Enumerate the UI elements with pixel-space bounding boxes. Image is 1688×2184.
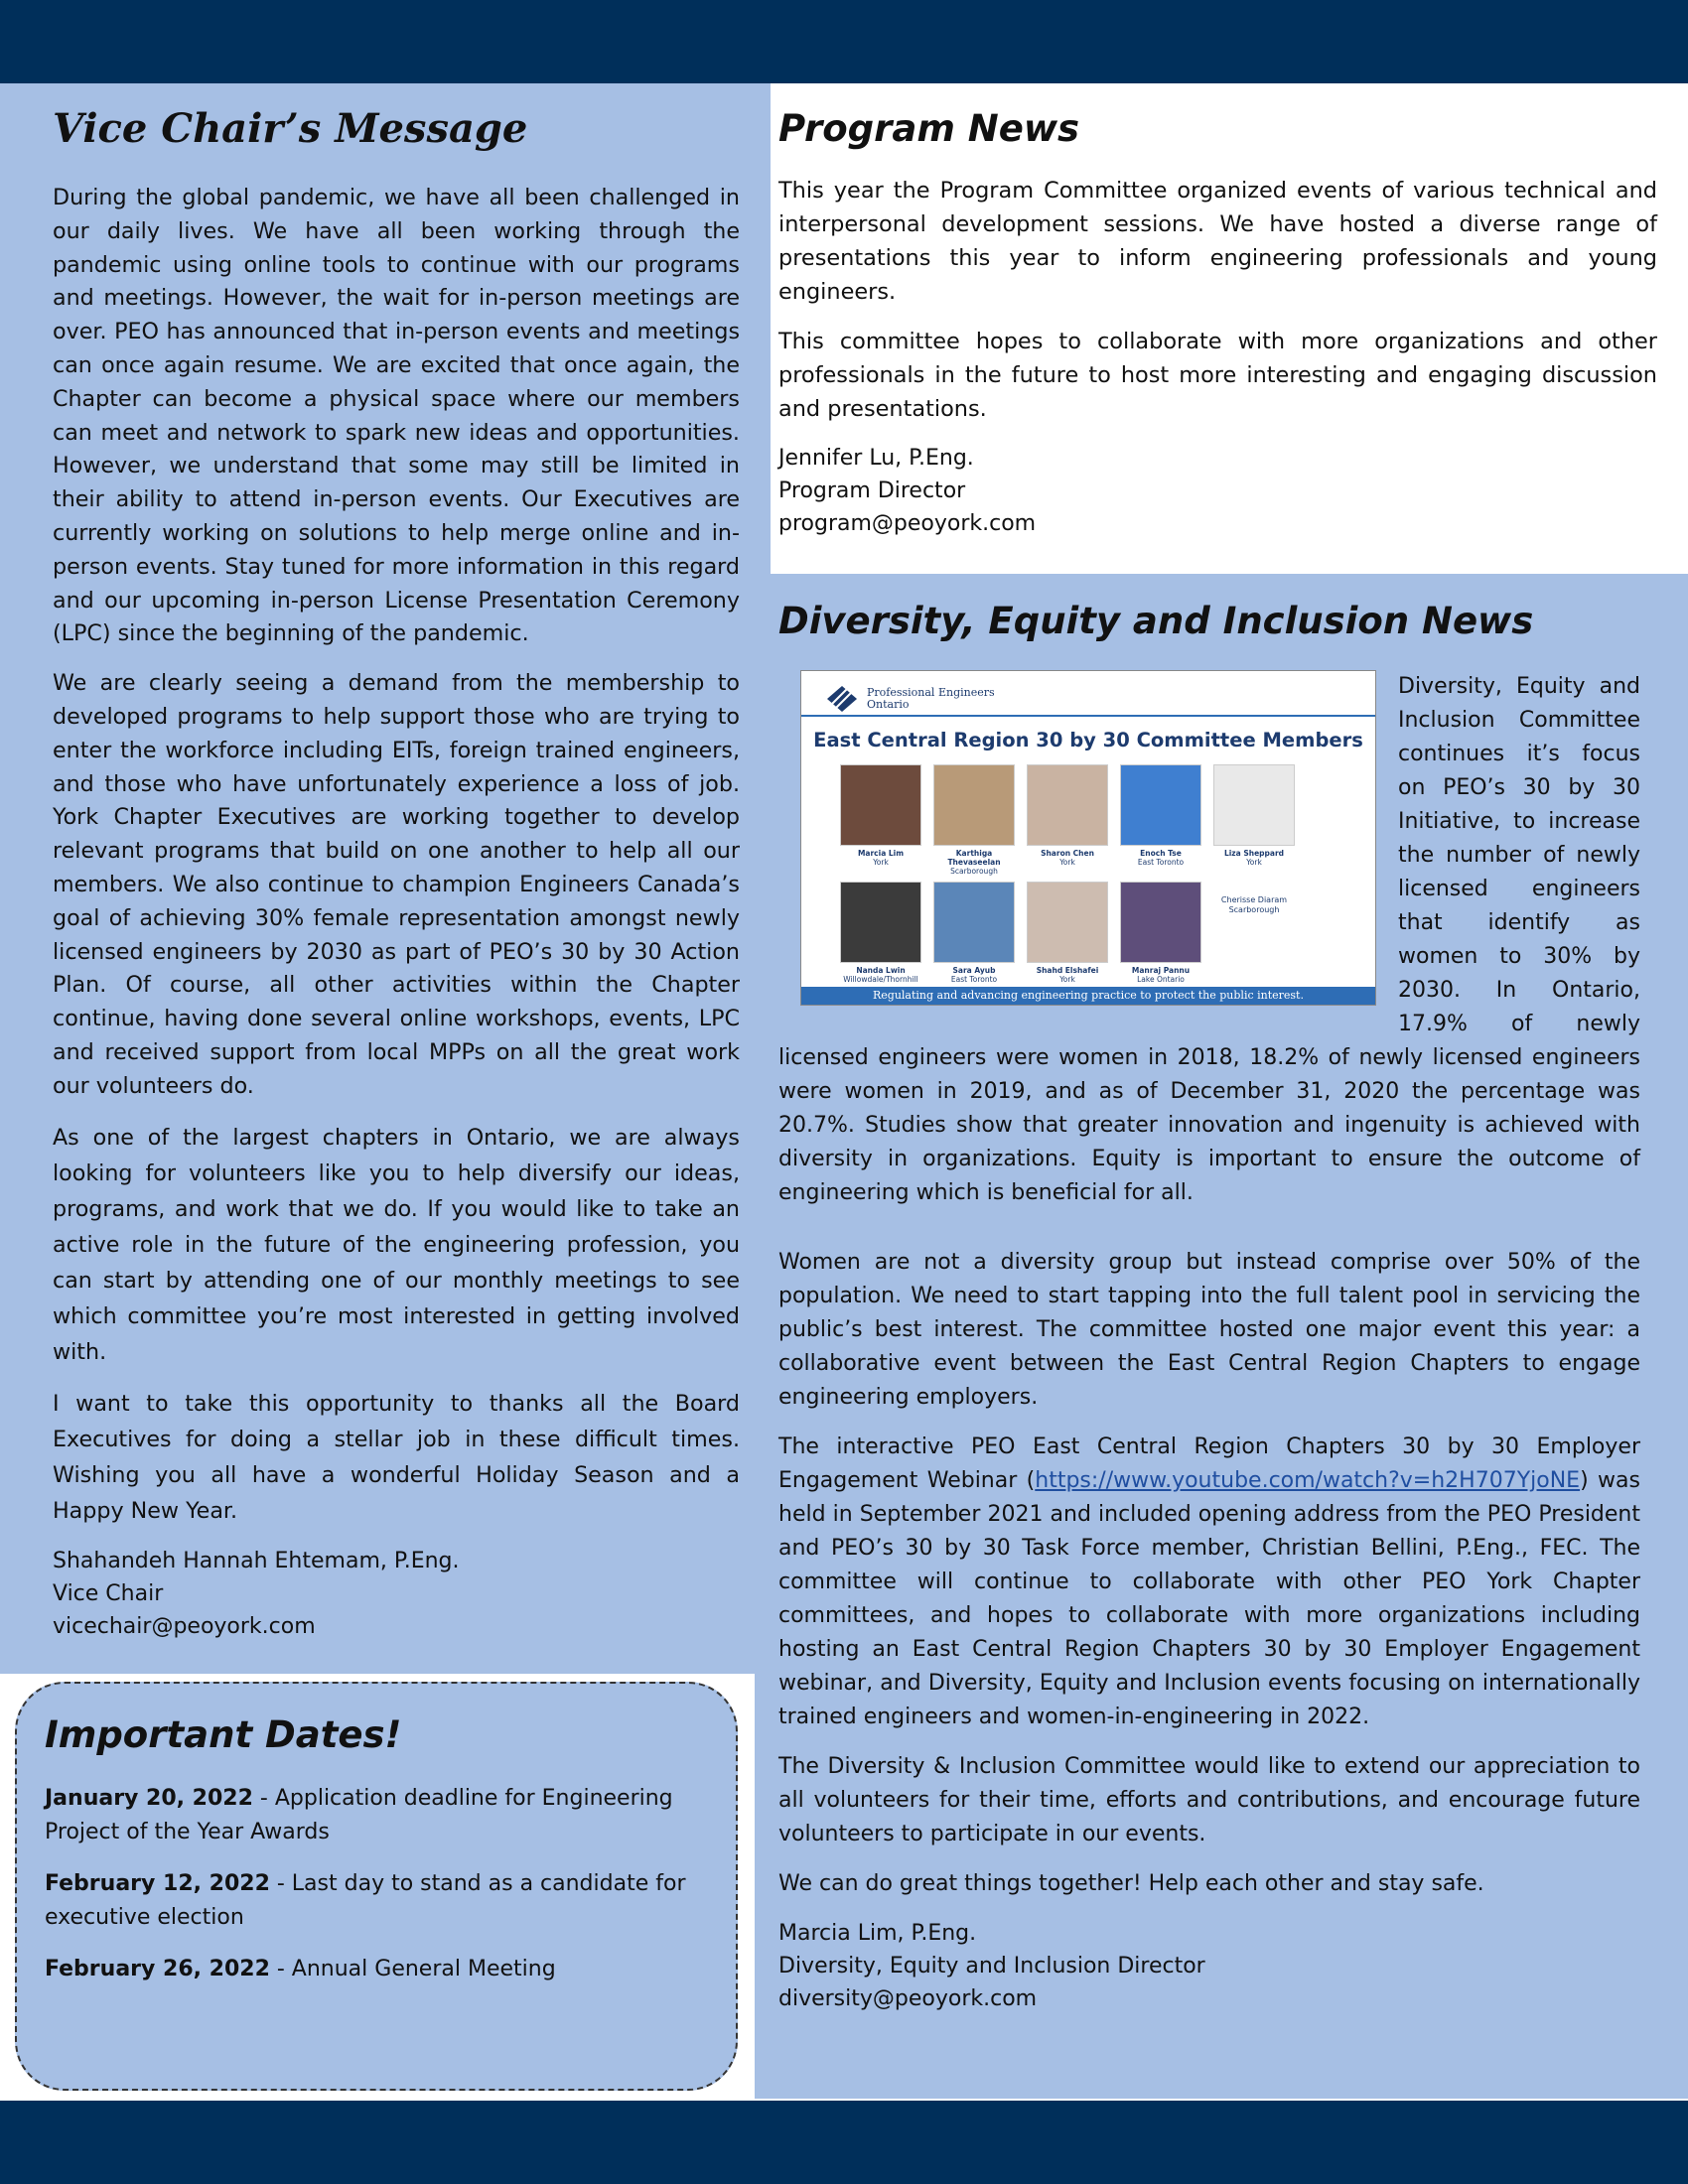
- member-chapter: York: [1246, 858, 1262, 867]
- member-card: [930, 764, 1018, 876]
- vice-chair-name: Shahandeh Hannah Ehtemam, P.Eng.: [53, 1548, 460, 1573]
- member-card: [1210, 882, 1298, 984]
- member-name: Enoch Tse: [1140, 849, 1182, 858]
- member-name: Marcia Lim: [857, 849, 905, 858]
- member-photo: [1120, 764, 1201, 846]
- program-director-email[interactable]: program@peoyork.com: [778, 511, 1037, 536]
- member-chapter: York: [873, 858, 889, 867]
- important-dates-title: Important Dates!: [45, 1713, 402, 1756]
- dei-paragraph-5: We can do great things together! Help each other and stay safe.: [778, 1871, 1484, 1896]
- vice-chair-email[interactable]: vicechair@peoyork.com: [53, 1613, 316, 1639]
- logo-line-1: Professional Engineers: [867, 686, 995, 699]
- important-date-date: January 20, 2022: [45, 1786, 253, 1811]
- member-chapter: York: [1059, 858, 1075, 867]
- vice-chair-paragraph-3: As one of the largest chapters in Ontario, we are always looking for volunteers like you to help diversify our ideas, programs, and work that we do. If you would like to take an active role in the future of the engineering profession, you can start by attending one of our monthly meetings to see which committee you’re most interested in getting involved with.: [53, 1124, 740, 1365]
- bottom-footer-band: [0, 2101, 1688, 2184]
- member-name: Nanda Lwin: [856, 966, 906, 975]
- member-chapter: Lake Ontario: [1137, 975, 1185, 984]
- member-name: Liza Sheppard: [1223, 849, 1285, 858]
- vice-chair-role: Vice Chair: [53, 1580, 164, 1606]
- dei-director-email[interactable]: diversity@peoyork.com: [778, 1986, 1038, 2011]
- webinar-link[interactable]: https://www.youtube.com/watch?v=h2H707YjoNE: [1035, 1468, 1581, 1493]
- member-card: [1024, 882, 1111, 984]
- vice-chair-section: [53, 105, 740, 1653]
- member-name: Manraj Pannu: [1131, 966, 1191, 975]
- member-card: [1024, 764, 1111, 876]
- vice-chair-title: Vice Chair’s Message: [53, 105, 528, 152]
- member-photo: [1213, 764, 1295, 846]
- member-photo: [933, 764, 1015, 846]
- program-director-name: Jennifer Lu, P.Eng.: [778, 446, 974, 471]
- important-date-date: February 26, 2022: [45, 1957, 270, 1981]
- member-name: Sharon Chen: [1041, 849, 1094, 858]
- member-name: Shahd Elshafei: [1036, 966, 1099, 975]
- dei-director-role: Diversity, Equity and Inclusion Director: [778, 1954, 1205, 1979]
- program-news-signature: [778, 442, 1657, 540]
- dei-news-section: [778, 600, 1640, 2025]
- important-date-item: [45, 1782, 708, 1849]
- dei-paragraph-1: Diversity, Equity and Inclusion Committee continues it’s focus on PEO’s 30 by 30 Initiative, to increase the number of newly licensed engineers that identify as women to 30% by 2030. In Ontario, 17.9% of newly licensed engineers were women in 2018, 18.2% of newly licensed engineers were women in 2019, and as of December 31, 2020 the percentage was 20.7%. Studies show that greater innovation and ingenuity is achieved with diversity in organizations. Equity is important to ensure the outcome of engineering which is beneficial for all.: [778, 674, 1640, 1205]
- member-chapter: York: [1059, 975, 1075, 984]
- top-header-band: [0, 0, 1688, 83]
- dei-signature: [778, 1917, 1640, 2015]
- member-photo: [1120, 882, 1201, 963]
- program-news-title: Program News: [778, 107, 1080, 150]
- important-date-date: February 12, 2022: [45, 1871, 270, 1896]
- member-chapter: Willowdale/Thornhill: [843, 975, 918, 984]
- member-card: [930, 882, 1018, 984]
- member-name: Karthiga Thevaseelan: [947, 849, 1001, 867]
- program-news-paragraph-1: This year the Program Committee organized events of various technical and interpersonal development sessions. We have hosted a diverse range of presentations this year to inform engineering professionals and young engineers.: [778, 178, 1657, 305]
- member-name: Cherisse Diaram: [1220, 895, 1288, 904]
- dei-paragraph-2: Women are not a diversity group but instead comprise over 50% of the population. We need to start tapping into the full talent pool in servicing the public’s best interest. The committee hosted one major event this year: a collaborative event between the East Central Region Chapters to engage engineering employers.: [778, 1250, 1640, 1410]
- committee-members-photo: [800, 670, 1376, 1006]
- program-news-section: [778, 107, 1657, 550]
- member-photo: [840, 882, 921, 963]
- program-news-paragraph-2: This committee hopes to collaborate with more organizations and other professionals in the future to host more interesting and engaging discussion and presentations.: [778, 329, 1657, 422]
- vice-chair-paragraph-4: I want to take this opportunity to thanks all the Board Executives for doing a stellar job in these difficult times. Wishing you all have a wonderful Holiday Season and a Happy New Year.: [53, 1390, 740, 1524]
- member-photo: [840, 764, 921, 846]
- member-chapter: East Toronto: [1137, 858, 1185, 867]
- member-card: [837, 882, 924, 984]
- member-chapter: Scarborough: [950, 867, 998, 876]
- important-date-item: [45, 1953, 708, 1986]
- important-date-item: [45, 1867, 708, 1935]
- member-photo: [933, 882, 1015, 963]
- important-dates-box: [15, 1682, 738, 2091]
- logo-line-2: Ontario: [867, 698, 910, 711]
- vice-chair-paragraph-2: We are clearly seeing a demand from the membership to developed programs to help support those who are trying to enter the workforce including EITs, foreign trained engineers, and those who have unfortunately experience a loss of job. York Chapter Executives are working together to develop relevant programs that build on one another to help all our members. We also continue to champion Engineers Canada’s goal of achieving 30% female representation amongst newly licensed engineers by 2030 as part of PEO’s 30 by 30 Action Plan. Of course, all other activities within the Chapter continue, having done several online workshops, events, LPC and received support from local MPPs on all the great work our volunteers do.: [53, 670, 740, 1099]
- member-card: [1210, 764, 1298, 876]
- member-card: [1117, 882, 1204, 984]
- member-card: [837, 764, 924, 876]
- dei-paragraph-3-end: ) was held in September 2021 and included opening address from the PEO President and PEO’s 30 by 30 Task Force member, Christian Bellini, P.Eng., FEC. The committee will continue to collaborate with other PEO York Chapter committees, and hopes to collaborate with more organizations including hosting an East Central Region Chapters 30 by 30 Employer Engagement webinar, and Diversity, Equity and Inclusion events focusing on internationally trained engineers and women-in-engineering in 2022.: [778, 1468, 1640, 1729]
- member-card: [1117, 764, 1204, 876]
- member-photo: [1027, 764, 1108, 846]
- dei-paragraph-4: The Diversity & Inclusion Committee would like to extend our appreciation to all volunteers for their time, efforts and contributions, and encourage future volunteers to participate in our events.: [778, 1754, 1640, 1846]
- vice-chair-paragraph-1: During the global pandemic, we have all been challenged in our daily lives. We have all been working through the pandemic using online tools to continue with our programs and meetings. However, the wait for in-person meetings are over. PEO has announced that in-person events and meetings can once again resume. We are excited that once again, the Chapter can become a physical space where our members can meet and network to spark new ideas and opportunities. However, we understand that some may still be limited in their ability to attend in-person events. Our Executives are currently working on solutions to help merge online and in-person events. Stay tuned for more information in this regard and our upcoming in-person License Presentation Ceremony (LPC) since the beginning of the pandemic.: [53, 185, 740, 647]
- program-director-role: Program Director: [778, 478, 966, 503]
- dei-paragraph-3-start: The interactive PEO East Central Region Chapters 30 by 30 Employer Engagement Webinar (: [778, 1434, 1640, 1493]
- important-date-text: - Annual General Meeting: [269, 1957, 556, 1981]
- vice-chair-signature: [53, 1545, 740, 1643]
- member-chapter: Scarborough: [1228, 905, 1280, 914]
- member-photo: [1027, 882, 1108, 963]
- important-date-text: - Application deadline for Engineering Project of the Year Awards: [45, 1786, 673, 1844]
- member-name: Sara Ayub: [952, 966, 996, 975]
- photo-footer: Regulating and advancing engineering practice to protect the public interest.: [801, 987, 1375, 1005]
- photo-title: East Central Region 30 by 30 Committee Members: [813, 729, 1363, 751]
- peo-logo-icon: [825, 685, 859, 713]
- member-chapter: East Toronto: [950, 975, 998, 984]
- dei-paragraph-3: [778, 1431, 1640, 1734]
- important-date-text: - Last day to stand as a candidate for executive election: [45, 1871, 686, 1930]
- dei-news-title: Diversity, Equity and Inclusion News: [778, 600, 1534, 642]
- dei-director-name: Marcia Lim, P.Eng.: [778, 1921, 977, 1946]
